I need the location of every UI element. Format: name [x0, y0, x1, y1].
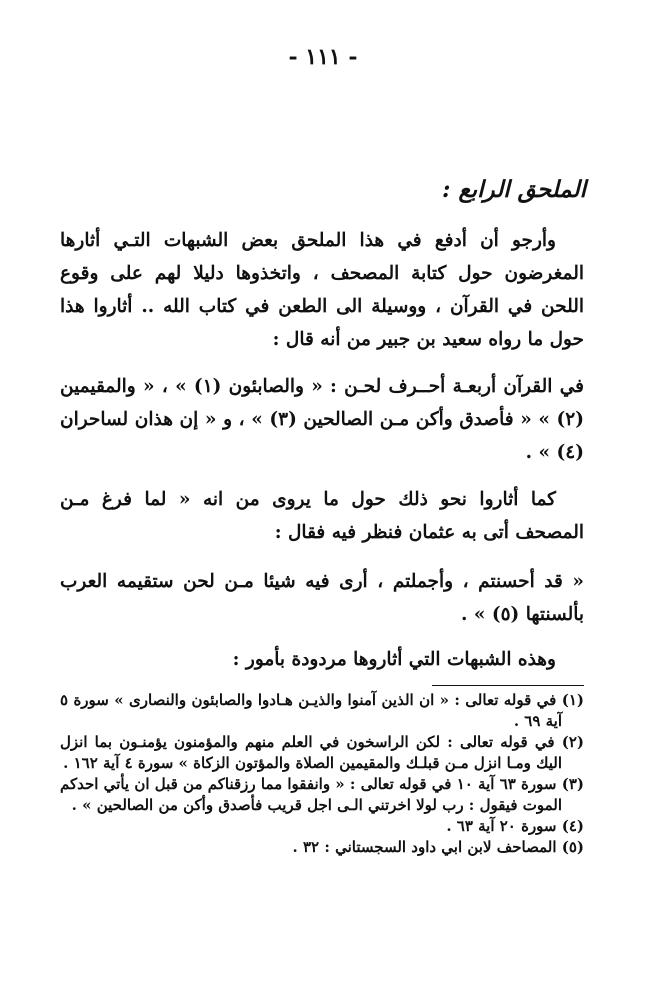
- footnote-5: (٥) المصاحف لابن ابي داود السجستاني : ٣٢ .: [292, 838, 584, 856]
- footnote-4: (٤) سورة ٢٠ آية ٦٣ .: [446, 817, 584, 835]
- footnote-3: (٣) سورة ٦٣ آية ١٠ في قوله تعالى : « وانفقوا مما رزقناكم من قبل ان يأتي احدكم الموت فيقول : رب لولا اخرتني الـى اجل قريب فأصدق وأكن من الصالحين » .: [60, 775, 584, 814]
- paragraph-uthman-quote: « قد أحسنتم ، وأجملتم ، أرى فيه شيئا مـن لحن ستقيمه العرب بألسنتها (٥) » .: [60, 571, 584, 625]
- paragraph-rebuttal-lead: وهذه الشبهات التي أثاروها مردودة بأمور :: [232, 649, 556, 670]
- paragraph-intro: وأرجو أن أدفع في هذا الملحق بعض الشبهات التـي أثارها المغرضون حول كتابة المصحف ، واتخذوها دليلا لهم على وقوع اللحن في القرآن ، ووسيلة الى الطعن في كتاب الله .. أثاروا هذا حول ما رواه سعيد بن جبير من أنه قال :: [60, 230, 584, 350]
- footnote-1: (١) في قوله تعالى : « ان الذين آمنوا والذيـن هـادوا والصابئون والنصارى » سورة ٥ آية ٦٩ .: [60, 691, 584, 730]
- paragraph-uthman-narration: كما أثاروا نحو ذلك حول ما يروى من انه « لما فرغ مـن المصحف أتى به عثمان فنظر فيه فقال :: [60, 489, 584, 543]
- page-number: - ١١١ -: [288, 44, 358, 70]
- paragraph-quote-four-letters: في القرآن أربعـة أحــرف لحـن : « والصابئون (١) » ، « والمقيمين (٢) » « فأصدق وأكن مـن الصالحين (٣) » ، و « إن هذان لساحران (٤) » .: [60, 376, 584, 463]
- section-heading: الملحق الرابع :: [442, 176, 586, 203]
- footnote-divider: [432, 685, 584, 686]
- footnote-2: (٢) في قوله تعالى : لكن الراسخون في العلم منهم والمؤمنون يؤمنـون بما انزل اليك ومـا انزل مـن قبلـك والمقيمين الصلاة والمؤتون الزكاة » سورة ٤ آية ١٦٢ .: [60, 733, 584, 772]
- footnotes: [60, 690, 584, 858]
